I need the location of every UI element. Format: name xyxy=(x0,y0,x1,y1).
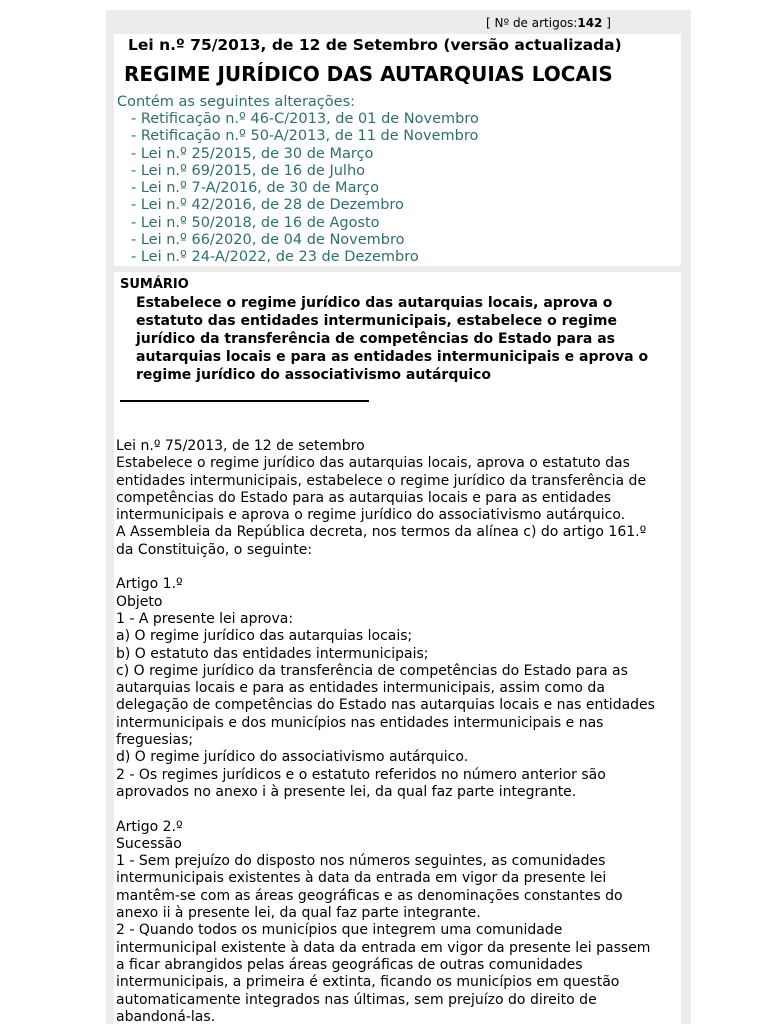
text-line: intermunicipais e dos municípios nas entidades intermunicipais e nas xyxy=(116,714,604,731)
law-subtitle: Lei n.º 75/2013, de 12 de Setembro (versão actualizada) xyxy=(128,36,622,54)
text-line: da Constituição, o seguinte: xyxy=(116,541,313,558)
article-count-value: 142 xyxy=(577,16,603,30)
divider xyxy=(120,400,369,402)
amendment-link[interactable]: - Lei n.º 42/2016, de 28 de Dezembro xyxy=(131,197,404,214)
article-count-label: [ Nº de artigos: xyxy=(486,16,578,30)
law-text xyxy=(116,438,681,1026)
text-line: intermunicipais, a primeira é extinta, ficando os municípios em questão xyxy=(116,974,620,991)
text-line: Objeto xyxy=(116,593,163,610)
text-line: Artigo 1.º xyxy=(116,576,183,593)
amendments-heading: Contém as seguintes alterações: xyxy=(117,94,356,110)
text-line: anexo ii à presente lei, da qual faz parte integrante. xyxy=(116,905,481,922)
text-line: 1 - Sem prejuízo do disposto nos números seguintes, as comunidades xyxy=(116,853,606,870)
amendment-link[interactable]: - Lei n.º 50/2018, de 16 de Agosto xyxy=(131,214,380,231)
text-line: 1 - A presente lei aprova: xyxy=(116,610,294,627)
title-panel xyxy=(114,34,681,92)
article-count xyxy=(486,16,611,30)
amendment-link[interactable]: - Lei n.º 69/2015, de 16 de Julho xyxy=(131,162,366,179)
amendment-link[interactable]: - Lei n.º 7-A/2016, de 30 de Março xyxy=(131,180,379,197)
text-line: Artigo 2.º xyxy=(116,818,183,835)
summary-label: SUMÁRIO xyxy=(120,277,189,292)
amendment-link[interactable]: - Retificação n.º 46-C/2013, de 01 de Novembro xyxy=(131,111,479,127)
text-line: autarquias locais e para as entidades intermunicipais, assim como da xyxy=(116,680,605,697)
page-title: REGIME JURÍDICO DAS AUTARQUIAS LOCAIS xyxy=(124,62,613,86)
text-line: intermunicipais existentes à data da entrada em vigor da presente lei xyxy=(116,870,607,887)
summary-text: Estabelece o regime jurídico das autarquias locais, aprova o estatuto das entidades intermunicipais, estabelece o regime jurídico da transferência de competências do Estado para as autarquias locais e para as entidades intermunicipais e aprova o regime jurídico do associativismo autárquico xyxy=(136,295,649,383)
amendment-link[interactable]: - Lei n.º 24-A/2022, de 23 de Dezembro xyxy=(131,249,419,266)
text-line: A Assembleia da República decreta, nos termos da alínea c) do artigo 161.º xyxy=(116,524,647,541)
text-line: b) O estatuto das entidades intermunicipais; xyxy=(116,645,429,662)
document-sheet xyxy=(106,10,691,1024)
blank-line xyxy=(116,801,681,818)
blank-line xyxy=(116,559,681,576)
text-line: d) O regime jurídico do associativismo autárquico. xyxy=(116,749,469,766)
text-line: c) O regime jurídico da transferência de competências do Estado para as xyxy=(116,662,628,679)
text-line: freguesias; xyxy=(116,732,194,749)
text-line: aprovados no anexo i à presente lei, da qual faz parte integrante. xyxy=(116,783,577,800)
text-line: delegação de competências do Estado nas autarquias locais e nas entidades xyxy=(116,697,655,714)
text-line: Lei n.º 75/2013, de 12 de setembro xyxy=(116,438,365,454)
amendment-link[interactable]: - Retificação n.º 50-A/2013, de 11 de Novembro xyxy=(131,128,479,145)
text-line: entidades intermunicipais, estabelece o regime jurídico da transferência de xyxy=(116,472,647,489)
text-line: 2 - Quando todos os municípios que integrem uma comunidade xyxy=(116,922,563,939)
text-line: a ficar abrangidos pelas áreas geográficas de outras comunidades xyxy=(116,956,583,973)
text-line: abandoná-las. xyxy=(116,1008,216,1025)
text-line: competências do Estado para as autarquias locais e para as entidades xyxy=(116,489,612,506)
amendments-panel xyxy=(114,92,681,266)
text-line: intermunicipal existente à data da entrada em vigor da presente lei passem xyxy=(116,939,651,956)
body-panel xyxy=(114,272,681,1024)
text-line: mantêm-se com as áreas geográficas e as denominações constantes do xyxy=(116,887,623,904)
amendment-link[interactable]: - Lei n.º 66/2020, de 04 de Novembro xyxy=(131,232,405,249)
text-line: automaticamente integrados nas últimas, sem prejuízo do direito de xyxy=(116,991,597,1008)
text-line: intermunicipais e aprova o regime jurídico do associativismo autárquico. xyxy=(116,507,626,524)
amendments-list xyxy=(131,111,479,267)
text-line: 2 - Os regimes jurídicos e o estatuto referidos no número anterior são xyxy=(116,766,606,783)
text-line: Sucessão xyxy=(116,835,182,852)
text-line: a) O regime jurídico das autarquias locais; xyxy=(116,628,413,645)
amendment-link[interactable]: - Lei n.º 25/2015, de 30 de Março xyxy=(131,145,374,162)
text-line: Estabelece o regime jurídico das autarquias locais, aprova o estatuto das xyxy=(116,455,630,472)
article-count-close: ] xyxy=(606,16,611,30)
